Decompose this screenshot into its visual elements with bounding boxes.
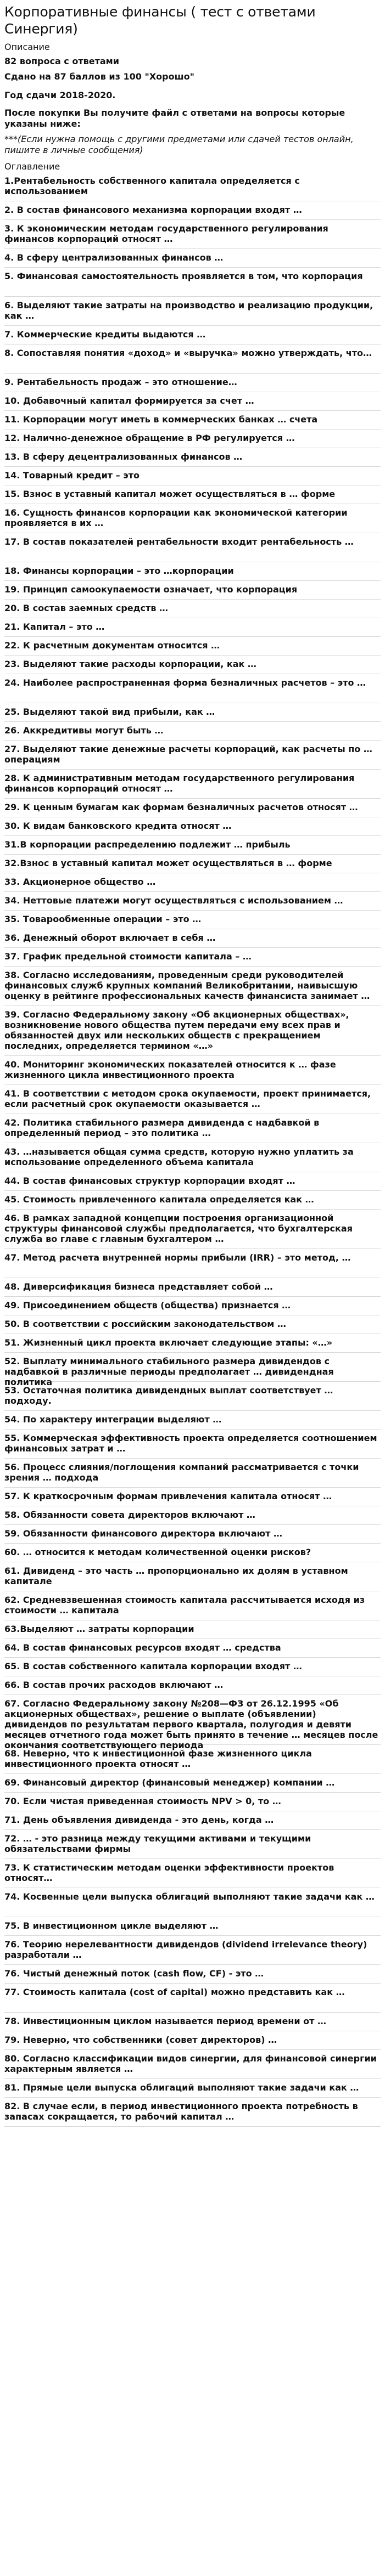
toc-item[interactable]: 77. Стоимость капитала (cost of capital) можно представить как … bbox=[4, 1987, 381, 2013]
toc-item[interactable]: 10. Добавочный капитал формируется за счет … bbox=[4, 396, 381, 411]
toc-item[interactable]: 69. Финансовый директор (финансовый менеджер) компании … bbox=[4, 1777, 381, 1793]
toc-item[interactable]: 70. Если чистая приведенная стоимость NPV > 0, то … bbox=[4, 1796, 381, 1811]
toc-item[interactable]: 37. График предельной стоимости капитала – … bbox=[4, 951, 381, 967]
toc-item[interactable]: 64. В состав финансовых ресурсов входят … средства bbox=[4, 1642, 381, 1658]
toc-item[interactable]: 66. В состав прочих расходов включают … bbox=[4, 1680, 381, 1695]
toc-item[interactable]: 23. Выделяют такие расходы корпорации, как … bbox=[4, 659, 381, 674]
toc-item[interactable]: 76. Чистый денежный поток (cash flow, CF) - это … bbox=[4, 1968, 381, 1984]
after-purchase-text: После покупки Вы получите файл с ответами на вопросы которые указаны ниже: bbox=[4, 108, 345, 129]
toc-item[interactable]: 32.Взнос в уставный капитал может осуществляться в … форме bbox=[4, 858, 381, 873]
toc-item[interactable]: 14. Товарный кредит – это bbox=[4, 470, 381, 485]
toc-item[interactable]: 1.Рентабельность собственного капитала определяется с использованием bbox=[4, 176, 381, 201]
year-text: Год сдачи 2018-2020. bbox=[4, 90, 116, 100]
toc-item[interactable]: 65. В состав собственного капитала корпорации входят … bbox=[4, 1661, 381, 1676]
toc-item[interactable]: 39. Согласно Федеральному закону «Об акционерных обществах», возникновение нового общества путем передачи ему всех прав и обязанностей двух или нескольких обществ с прекращением последних, определяется термином «…» bbox=[4, 1009, 381, 1056]
toc-item[interactable]: 27. Выделяют такие денежные расчеты корпораций, как расчеты по … операциям bbox=[4, 744, 381, 770]
table-of-contents bbox=[4, 176, 381, 2127]
page-title: Корпоративные финансы ( тест с ответами Синергия) bbox=[4, 4, 316, 37]
toc-item[interactable]: 81. Прямые цели выпуска облигаций выполняют такие задачи как … bbox=[4, 2082, 381, 2098]
toc-item[interactable]: 59. Обязанности финансового директора включают … bbox=[4, 1528, 381, 1544]
toc-item[interactable]: 60. … относится к методам количественной оценки рисков? bbox=[4, 1547, 381, 1562]
toc-item[interactable]: 54. По характеру интеграции выделяют … bbox=[4, 1414, 381, 1430]
toc-item[interactable]: 5. Финансовая самостоятельность проявляется в том, что корпорация bbox=[4, 271, 381, 297]
toc-item[interactable]: 72. … - это разница между текущими активами и текущими обязательствами фирмы bbox=[4, 1833, 381, 1859]
toc-label: Оглавление bbox=[4, 161, 60, 172]
toc-item[interactable]: 44. В состав финансовых структур корпорации входят … bbox=[4, 1176, 381, 1191]
toc-item[interactable]: 19. Принцип самоокупаемости означает, что корпорация bbox=[4, 584, 381, 600]
toc-item[interactable]: 3. К экономическим методам государственного регулирования финансов корпораций относят … bbox=[4, 223, 381, 249]
toc-item[interactable]: 28. К административным методам государственного регулирования финансов корпораций относят … bbox=[4, 773, 381, 799]
toc-item[interactable]: 63.Выделяют … затраты корпорации bbox=[4, 1624, 381, 1639]
toc-item[interactable]: 46. В рамках западной концепции построения организационной структуры финансовой службы предполагается, что бухгалтерская служба во главе с главным бухгалтером … bbox=[4, 1213, 381, 1249]
toc-item[interactable]: 2. В состав финансового механизма корпорации входят … bbox=[4, 205, 381, 220]
toc-item[interactable]: 11. Корпорации могут иметь в коммерческих банках … счета bbox=[4, 414, 381, 430]
toc-item[interactable]: 41. В соответствии с методом срока окупаемости, проект принимается, если расчетный срок окупаемости оказывается … bbox=[4, 1088, 381, 1114]
toc-item[interactable]: 55. Коммерческая эффективность проекта определяется соотношением финансовых затрат и … bbox=[4, 1433, 381, 1459]
toc-item[interactable]: 71. День объявления дивиденда - это день, когда … bbox=[4, 1815, 381, 1830]
toc-item[interactable]: 82. В случае если, в период инвестиционного проекта потребность в запасах сокращается, то рабочий капитал … bbox=[4, 2101, 381, 2127]
toc-item[interactable]: 7. Коммерческие кредиты выдаются … bbox=[4, 329, 381, 344]
toc-item[interactable]: 33. Акционерное общество … bbox=[4, 877, 381, 892]
toc-item[interactable]: 48. Диверсификация бизнеса представляет собой … bbox=[4, 1281, 381, 1297]
toc-item[interactable]: 13. В сферу децентрализованных финансов … bbox=[4, 451, 381, 467]
toc-item[interactable]: 78. Инвестиционным циклом называется период времени от … bbox=[4, 2016, 381, 2031]
toc-item[interactable]: 8. Сопоставляя понятия «доход» и «выручка» можно утверждать, что… bbox=[4, 348, 381, 374]
toc-item[interactable]: 22. К расчетным документам относится … bbox=[4, 640, 381, 656]
description-block bbox=[4, 42, 381, 129]
toc-item[interactable]: 20. В состав заемных средств … bbox=[4, 603, 381, 618]
toc-item[interactable]: 47. Метод расчета внутренней нормы прибыли (IRR) – это метод, … bbox=[4, 1252, 381, 1278]
toc-item[interactable]: 26. Аккредитивы могут быть … bbox=[4, 725, 381, 741]
score-text: Сдано на 87 баллов из 100 "Хорошо" bbox=[4, 71, 194, 82]
toc-item[interactable]: 6. Выделяют такие затраты на производство и реализацию продукции, как … bbox=[4, 300, 381, 326]
toc-item[interactable]: 12. Налично-денежное обращение в РФ регулируется … bbox=[4, 433, 381, 448]
toc-item[interactable]: 21. Капитал – это … bbox=[4, 622, 381, 637]
toc-item[interactable]: 58. Обязанности совета директоров включают … bbox=[4, 1510, 381, 1525]
toc-item[interactable]: 25. Выделяют такой вид прибыли, как … bbox=[4, 707, 381, 722]
toc-item[interactable]: 17. В состав показателей рентабельности входит рентабельность … bbox=[4, 536, 381, 562]
toc-item[interactable]: 34. Неттовые платежи могут осуществляться с использованием … bbox=[4, 895, 381, 911]
toc-item[interactable]: 30. К видам банковского кредита относят … bbox=[4, 821, 381, 836]
toc-item[interactable]: 9. Рентабельность продаж – это отношение… bbox=[4, 377, 381, 392]
toc-item[interactable]: 51. Жизненный цикл проекта включает следующие этапы: «…» bbox=[4, 1337, 381, 1353]
help-note: ***(Если нужна помощь с другими предметами или сдачей тестов онлайн, пишите в личные сообщения) bbox=[4, 134, 354, 155]
toc-item[interactable]: 68. Неверно, что к инвестиционной фазе жизненного цикла инвестиционного проекта относят … bbox=[4, 1748, 381, 1774]
toc-item[interactable]: 45. Стоимость привлеченного капитала определяется как … bbox=[4, 1194, 381, 1210]
toc-item[interactable]: 80. Согласно классификации видов синергии, для финансовой синергии характерным является … bbox=[4, 2053, 381, 2079]
toc-item[interactable]: 31.В корпорации распределению подлежит … прибыль bbox=[4, 839, 381, 855]
toc-item[interactable]: 16. Сущность финансов корпорации как экономической категории проявляется в их … bbox=[4, 507, 381, 533]
toc-item[interactable]: 36. Денежный оборот включает в себя … bbox=[4, 933, 381, 948]
toc-item[interactable]: 15. Взнос в уставный капитал может осуществляться в … форме bbox=[4, 489, 381, 504]
toc-item[interactable]: 74. Косвенные цели выпуска облигаций выполняют такие задачи как … bbox=[4, 1891, 381, 1917]
toc-item[interactable]: 62. Средневзвешенная стоимость капитала рассчитывается исходя из стоимости … капитала bbox=[4, 1595, 381, 1620]
toc-item[interactable]: 43. …называется общая сумма средств, которую нужно уплатить за использование определенного объема капитала bbox=[4, 1146, 381, 1172]
toc-item[interactable]: 79. Неверно, что собственники (совет директоров) … bbox=[4, 2035, 381, 2050]
toc-item[interactable]: 24. Наиболее распространенная форма безналичных расчетов – это … bbox=[4, 677, 381, 703]
questions-count: 82 вопроса с ответами bbox=[4, 56, 119, 66]
toc-item[interactable]: 75. В инвестиционном цикле выделяют … bbox=[4, 1920, 381, 1936]
toc-item[interactable]: 38. Согласно исследованиям, проведенным среди руководителей финансовых служб крупных компаний Великобритании, наивысшую оценку в рейтинге профессиональных качеств финансиста занимает … bbox=[4, 970, 381, 1006]
toc-item[interactable]: 49. Присоединением обществ (общества) признается … bbox=[4, 1300, 381, 1315]
toc-item[interactable]: 76. Теорию нерелевантности дивидендов (dividend irrelevance theory) разработали … bbox=[4, 1939, 381, 1965]
toc-item[interactable]: 67. Согласно Федеральному закону №208—ФЗ от 26.12.1995 «Об акционерных обществах», решение о выплате (объявлении) дивидендов по результатам первого квартала, полугодия и девяти месяцев отчетного года может быть принято в течение … месяцев после окончания соответствующего периода bbox=[4, 1698, 381, 1745]
toc-item[interactable]: 18. Финансы корпорации – это …корпорации bbox=[4, 566, 381, 581]
toc-item[interactable]: 73. К статистическим методам оценки эффективности проектов относят… bbox=[4, 1862, 381, 1888]
toc-item[interactable]: 42. Политика стабильного размера дивиденда с надбавкой в определенный период – это политика … bbox=[4, 1117, 381, 1143]
toc-item[interactable]: 57. К краткосрочным формам привлечения капитала относят … bbox=[4, 1491, 381, 1506]
toc-item[interactable]: 52. Выплату минимального стабильного размера дивидендов с надбавкой в различные периоды предполагает … дивидендная политика bbox=[4, 1356, 381, 1382]
description-label: Описание bbox=[4, 42, 50, 52]
toc-item[interactable]: 4. В сферу централизованных финансов … bbox=[4, 252, 381, 268]
toc-item[interactable]: 50. В соответствии с российским законодательством … bbox=[4, 1319, 381, 1334]
toc-item[interactable]: 29. К ценным бумагам как формам безналичных расчетов относят … bbox=[4, 802, 381, 817]
toc-item[interactable]: 56. Процесс слияния/поглощения компаний рассматривается с точки зрения … подхода bbox=[4, 1462, 381, 1488]
toc-item[interactable]: 40. Мониторинг экономических показателей относится к … фазе жизненного цикла инвестиционного проекта bbox=[4, 1059, 381, 1085]
toc-item[interactable]: 53. Остаточная политика дивидендных выплат соответствует … подходу. bbox=[4, 1385, 381, 1411]
toc-item[interactable]: 61. Дивиденд – это часть … пропорционально их долям в уставном капитале bbox=[4, 1566, 381, 1591]
toc-item[interactable]: 35. Товарообменные операции – это … bbox=[4, 914, 381, 929]
